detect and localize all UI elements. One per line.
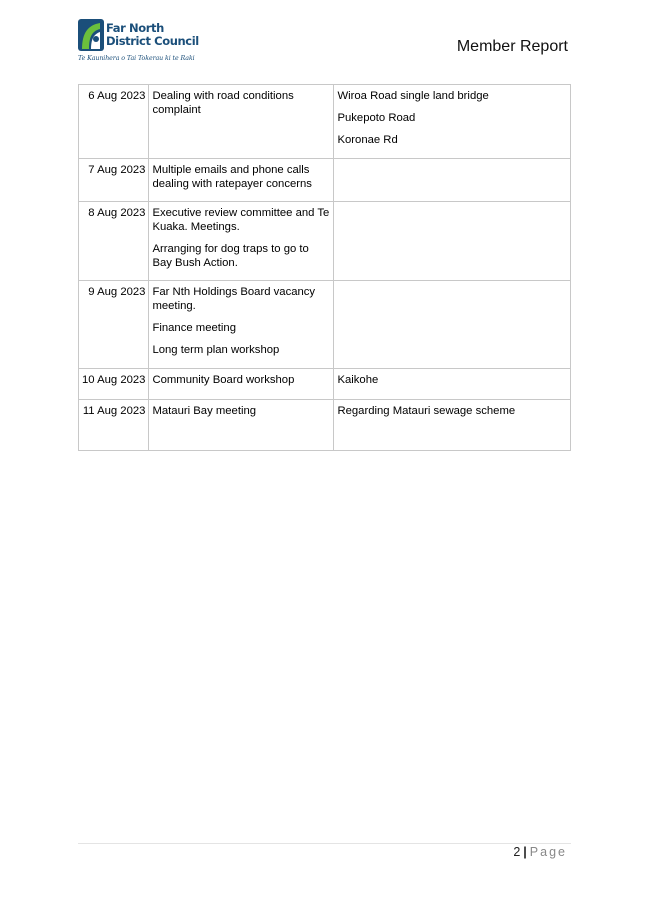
row-date: 6 Aug 2023 [79,85,149,159]
row-activity [149,85,334,159]
row-activity [149,159,334,202]
row-location [334,369,571,400]
table-row [79,400,571,451]
row-location [334,159,571,202]
footer-divider [78,843,571,844]
footer-separator: | [523,845,527,859]
logo-tagline: Te Kaunihera o Tai Tokerau ki te Raki [78,55,195,62]
row-date: 9 Aug 2023 [79,281,149,369]
row-location [334,202,571,281]
activity-text: Matauri Bay meeting [152,405,257,417]
table-row [79,369,571,400]
council-logo-icon [78,19,104,51]
row-activity [149,202,334,281]
table-row [79,159,571,202]
activity-text: Arranging for dog traps to go to Bay Bush Action. [152,243,309,269]
row-location [334,400,571,451]
location-text: Regarding Matauri sewage scheme [337,405,516,417]
row-activity [149,369,334,400]
activity-text: Long term plan workshop [152,344,280,356]
page-footer [513,845,567,859]
location-text: Pukepoto Road [337,112,416,124]
logo-text-line2: District Council [106,34,199,48]
activity-text: Executive review committee and Te Kuaka. Meetings. [152,207,330,233]
row-activity [149,400,334,451]
activity-text: Far Nth Holdings Board vacancy meeting. [152,286,316,312]
location-text: Koronae Rd [337,134,398,146]
activity-table [78,84,571,451]
council-logo [78,17,199,67]
table-row [79,281,571,369]
table-row [79,202,571,281]
row-date: 8 Aug 2023 [79,202,149,281]
row-location [334,85,571,159]
page-label: Page [529,845,567,859]
activity-text: Multiple emails and phone calls dealing with ratepayer concerns [152,164,312,190]
row-activity [149,281,334,369]
activity-text: Dealing with road conditions complaint [152,90,294,116]
table-row [79,85,571,159]
row-date: 11 Aug 2023 [79,400,149,451]
activity-text: Community Board workshop [152,374,295,386]
activity-text: Finance meeting [152,322,236,334]
location-text: Kaikohe [337,374,379,386]
row-date: 10 Aug 2023 [79,369,149,400]
row-location [334,281,571,369]
report-title: Member Report [456,38,568,55]
page-number: 2 [513,845,521,859]
location-text: Wiroa Road single land bridge [337,90,489,102]
logo-text-line1: Far North [106,21,164,35]
row-date: 7 Aug 2023 [79,159,149,202]
